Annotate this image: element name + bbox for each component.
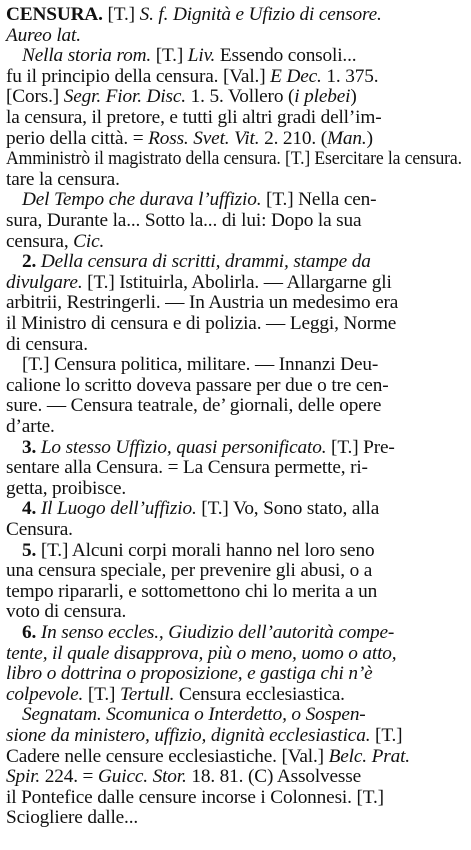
- entry-text-segment: Cic.: [73, 230, 105, 252]
- entry-text-segment: 2.: [22, 251, 41, 273]
- entry-text-segment: d’arte.: [6, 416, 55, 437]
- entry-text-segment: Liv.: [187, 45, 216, 67]
- entry-text-segment: In senso eccles., Giudizio dell’autorità compe-: [40, 622, 395, 643]
- entry-text-segment: perio della città. =: [6, 127, 149, 149]
- entry-text-segment: sione da ministero, uffizio, dignità ecclesiastica.: [6, 725, 371, 746]
- entry-text-segment: calione lo scritto doveva passare per due o tre cen-: [6, 374, 389, 396]
- entry-text-segment: 6.: [22, 622, 41, 643]
- entry-text-segment: censura,: [6, 230, 74, 252]
- entry-text-segment: S. f. Dignità e Ufizio di censore.: [139, 4, 382, 25]
- entry-text-segment: voto di censura.: [6, 601, 127, 623]
- entry-text-segment: 1. 5. Vollero (: [185, 86, 295, 108]
- entry-text-segment: [T.]: [151, 45, 188, 67]
- entry-text-segment: il Pontefice dalle censure incorse i Colonnesi. [T.]: [6, 786, 384, 808]
- entry-text-segment: Del Tempo che durava l’uffizio.: [22, 189, 262, 211]
- entry-text-segment: sentare alla Censura. = La Censura permette, ri-: [6, 457, 368, 479]
- entry-text-segment: Essendo consoli...: [215, 45, 357, 67]
- entry-text-segment: ): [350, 86, 357, 108]
- entry-text-segment: [T.]: [370, 725, 403, 746]
- entry-text-segment: CENSURA.: [6, 4, 103, 25]
- entry-text-segment: sure. — Censura teatrale, de’ giornali, delle opere: [6, 395, 382, 417]
- entry-text-segment: Belc. Prat.: [328, 745, 410, 767]
- dictionary-page: [0, 3, 471, 850]
- entry-text-segment: [T.]: [102, 4, 140, 25]
- entry-text-segment: arbitrii, Restringerli. — In Austria un medesimo era: [6, 292, 399, 314]
- entry-text-segment: 2. 210. (: [259, 127, 328, 149]
- entry-text-segment: Spir.: [6, 766, 41, 788]
- entry-text-segment: Aureo lat.: [6, 24, 81, 46]
- entry-text-segment: libro o dottrina o proposizione, e gastiga chi n’è: [6, 663, 373, 685]
- entry-text-segment: Il Luogo dell’uffizio.: [40, 498, 197, 520]
- entry-text-segment: di censura.: [6, 333, 88, 355]
- entry-text-segment: 1. 375.: [321, 65, 379, 87]
- entry-text-segment: fu il principio della censura. [Val.]: [6, 65, 271, 87]
- entry-text-segment: il Ministro di censura e di polizia. — Leggi, Norme: [6, 313, 397, 334]
- entry-line: [6, 394, 381, 418]
- entry-text-segment: getta, proibisce.: [6, 477, 127, 499]
- entry-text-segment: [T.] Censura politica, militare. — Innanzi Deu-: [22, 354, 379, 376]
- entry-text-segment: 4.: [22, 498, 41, 520]
- entry-text-segment: ): [366, 127, 373, 149]
- entry-text-segment: [T.] Nella cen-: [261, 189, 377, 211]
- entry-text-segment: [T.] Istituirla, Abolirla. — Allargarne gli: [82, 271, 392, 293]
- entry-text-segment: [T.] Vo, Sono stato, alla: [196, 498, 380, 520]
- entry-text-segment: [T.] Alcuni corpi morali hanno nel loro seno: [40, 539, 375, 561]
- entry-text-segment: Lo stesso Uffizio, quasi personificato.: [40, 436, 327, 458]
- entry-text-segment: Man.: [327, 127, 367, 149]
- entry-text-segment: Censura ecclesiastica.: [174, 683, 345, 705]
- entry-text-segment: divulgare.: [6, 271, 83, 293]
- entry-text-segment: colpevole.: [6, 683, 84, 705]
- entry-text-segment: [T.] Pre-: [326, 436, 395, 458]
- entry-line: [22, 497, 379, 521]
- entry-text-segment: Segnatam. Scomunica o Interdetto, o Sospen-: [22, 704, 366, 726]
- entry-text-segment: 5.: [22, 539, 41, 561]
- entry-text-segment: Della censura di scritti, drammi, stampe da: [40, 251, 371, 273]
- entry-text-segment: Sciogliere dalle...: [6, 807, 139, 829]
- entry-text-segment: Ross. Svet. Vit.: [148, 127, 260, 149]
- entry-text-segment: 224. =: [40, 766, 98, 788]
- entry-text-segment: Censura.: [6, 519, 73, 540]
- entry-text-segment: Nella storia rom.: [22, 45, 152, 67]
- entry-text-segment: i plebei: [294, 86, 351, 108]
- entry-text-segment: la censura, il pretore, e tutti gli altri gradi dell’im-: [6, 107, 382, 128]
- entry-text-segment: una censura speciale, per prevenire gli abusi, o a: [6, 560, 373, 582]
- entry-text-segment: [Cors.]: [6, 86, 64, 108]
- entry-text-segment: Amministrò il magistrato della censura. [T.] Esercitare la censura.: [6, 148, 462, 170]
- entry-text-segment: 3.: [22, 436, 41, 458]
- entry-text-segment: [T.]: [83, 683, 120, 705]
- entry-text-segment: sura, Durante la... Sotto la... di lui: Dopo la sua: [6, 210, 362, 231]
- entry-line: [6, 806, 138, 830]
- entry-text-segment: tare la censura.: [6, 168, 120, 190]
- entry-text-segment: E Dec.: [270, 65, 322, 87]
- entry-text-segment: 18. 81. (C) Assolvesse: [186, 766, 362, 788]
- entry-text-segment: Tertull.: [119, 683, 175, 705]
- entry-text-segment: tente, il quale disapprova, più o meno, uomo o atto,: [6, 642, 397, 664]
- entry-text-segment: tempo ripararli, e sottomettono chi lo merita a un: [6, 580, 378, 602]
- entry-text-segment: Segr. Fior. Disc.: [63, 86, 186, 108]
- entry-text-segment: Guicc. Stor.: [97, 766, 187, 788]
- entry-text-segment: Cadere nelle censure ecclesiastiche. [Val.]: [6, 745, 329, 767]
